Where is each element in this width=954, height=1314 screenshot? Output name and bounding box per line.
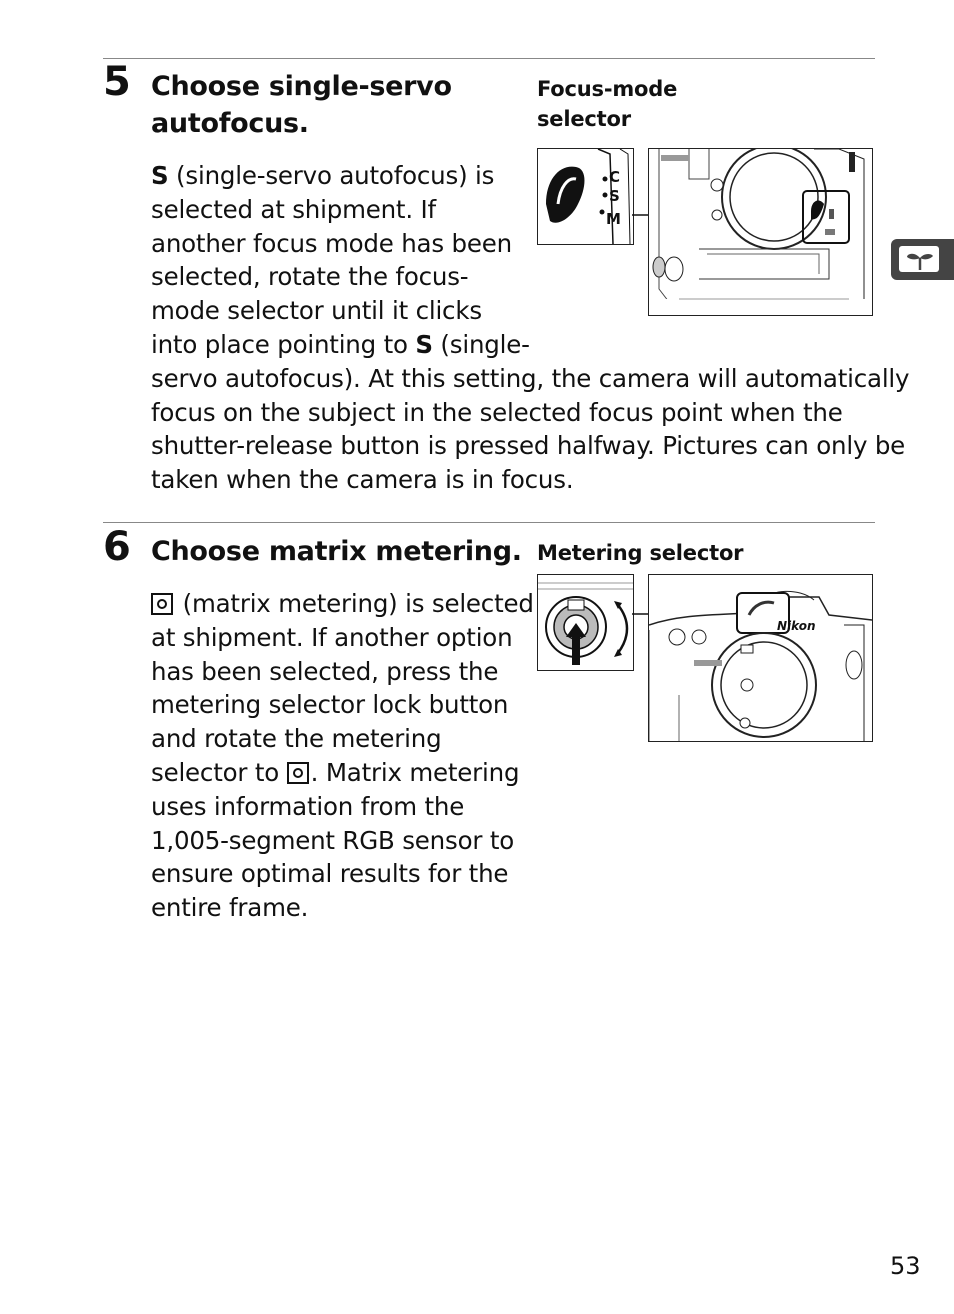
step-body: (matrix metering) is selected at shipment. If another option has been selected, press the metering selector lock button and rotate the metering selector to . Matrix metering uses information from the 1,005-segment RGB sensor to ensure optimal results for the entire frame.: [151, 589, 534, 923]
step-number: 5: [103, 59, 131, 105]
figure-label: Metering selector: [537, 541, 744, 565]
dial-label-m: M: [606, 210, 621, 228]
title-line: autofocus.: [151, 108, 309, 139]
mode-s-symbol: S: [151, 161, 169, 190]
step-title: [151, 68, 452, 142]
dial-label-s: S: [609, 187, 620, 205]
camera-brand: Nikon: [777, 619, 816, 633]
camera-top-illustration: [648, 574, 873, 742]
step-number: 6: [103, 524, 131, 570]
section-divider: [103, 522, 875, 523]
step-body: S (single-servo autofocus) is selected at shipment. If another focus mode has been selected, rotate the focus- mode selector until it clicks into place pointing to S (single- servo autofocus). At this setting, the camera will automatically focus on the subject in the selected focus point when the shutter-release button is pressed halfway. Pictures can only be taken when the camera is in focus.: [151, 161, 910, 495]
dial-label-c: C: [609, 168, 621, 186]
page-number: 53: [890, 1252, 921, 1280]
matrix-metering-icon: [151, 593, 173, 615]
metering-selector-closeup: [537, 574, 634, 671]
figure-label: Focus-mode selector: [537, 77, 678, 131]
step-title: Choose matrix metering.: [151, 536, 522, 567]
mode-s-symbol: S: [415, 329, 433, 359]
title-line: Choose single-servo: [151, 71, 452, 102]
section-divider: [103, 58, 875, 59]
matrix-metering-icon: [287, 762, 309, 784]
